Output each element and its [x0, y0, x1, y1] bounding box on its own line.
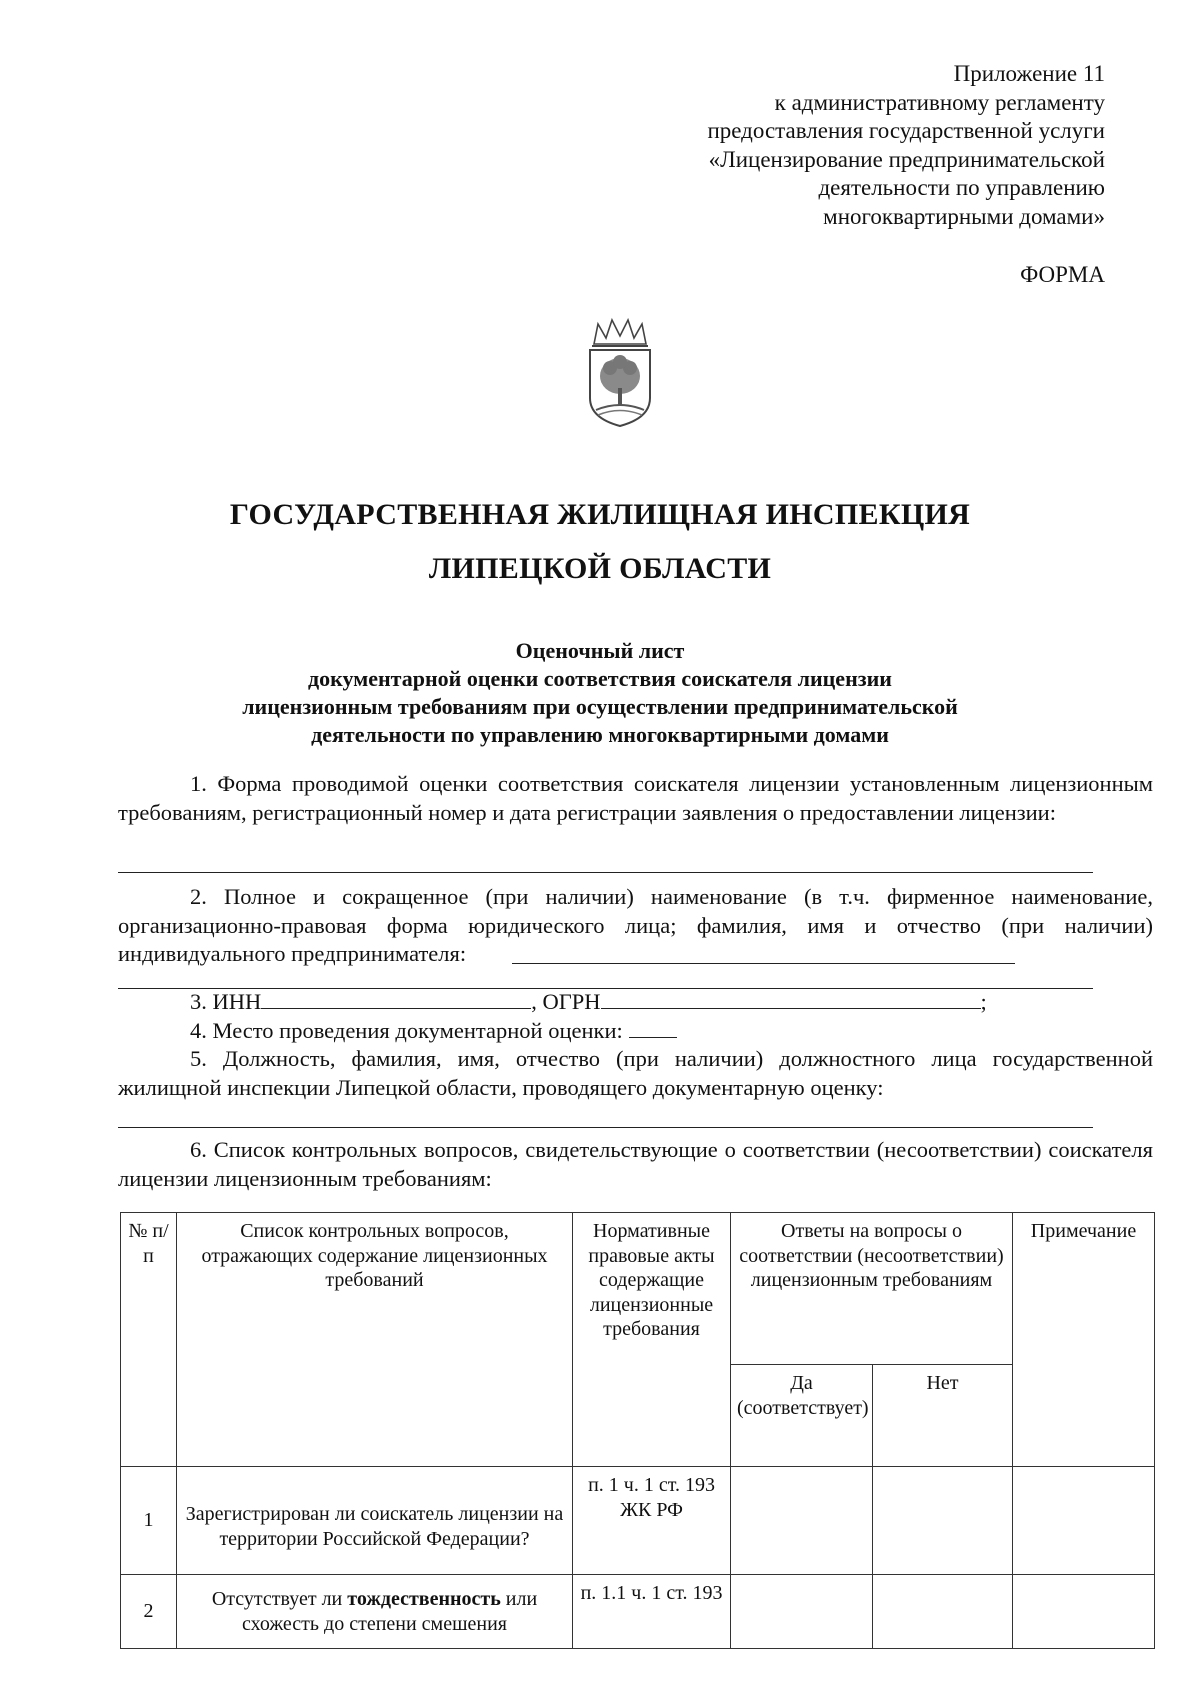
row-yes-cell[interactable] — [731, 1575, 873, 1649]
paragraph-6 — [118, 1136, 1153, 1193]
title-line: деятельности по управлению многоквартирными домами — [311, 722, 889, 747]
row-act — [573, 1467, 731, 1575]
row-act — [573, 1575, 731, 1649]
organization-line: ЛИПЕЦКОЙ ОБЛАСТИ — [428, 552, 772, 585]
row-note-cell[interactable] — [1013, 1575, 1155, 1649]
header-question — [177, 1213, 573, 1467]
paragraph-4 — [190, 1017, 677, 1045]
row-question-text: Зарегистрирован ли соискатель лицензии на территории Российской Федерации? — [185, 1503, 564, 1550]
paragraph-3 — [190, 988, 987, 1016]
line-end: ; — [980, 989, 987, 1014]
header-acts-text: Нормативные правовые акты содержащие лицензионные требования — [588, 1220, 715, 1340]
appendix-line: предоставления государственной услуги — [707, 118, 1105, 143]
appendix-line: деятельности по управлению — [818, 175, 1105, 200]
paragraph-5-text: 5. Должность, фамилия, имя, отчество (при наличии) должностного лица государственной жилищной инспекции Липецкой области, проводящего документарную оценку: — [118, 1046, 1153, 1100]
row-question-text: Отсутствует ли — [211, 1588, 343, 1610]
row-num-text: 2 — [143, 1600, 154, 1623]
row-act-text: п. 1.1 ч. 1 ст. 193 — [580, 1582, 723, 1604]
title-line: Оценочный лист — [515, 638, 685, 663]
organization-line: ГОСУДАРСТВЕННАЯ ЖИЛИЩНАЯ ИНСПЕКЦИЯ — [229, 498, 971, 531]
ogrn-field — [601, 990, 981, 1009]
appendix-header — [545, 60, 1105, 231]
row-question-text: или схожесть до степени смешения — [242, 1588, 538, 1635]
row-num — [121, 1467, 177, 1575]
table-row — [121, 1467, 1155, 1575]
table-row — [121, 1575, 1155, 1649]
blank-line — [118, 1127, 1093, 1128]
checklist-table — [120, 1212, 1155, 1649]
header-acts — [573, 1213, 731, 1467]
appendix-line: к административному регламенту — [774, 89, 1105, 115]
row-question-bold: тождественность — [347, 1588, 501, 1610]
header-note — [1013, 1213, 1155, 1467]
coat-of-arms-icon — [582, 318, 658, 430]
paragraph-6-text: 6. Список контрольных вопросов, свидетельствующие о соответствии (несоответствии) соискателя лицензии лицензионным требованиям: — [118, 1137, 1153, 1191]
appendix-line: «Лицензирование предпринимательской — [708, 146, 1105, 172]
title-line: лицензионным требованиям при осуществлении предпринимательской — [242, 694, 958, 719]
paragraph-1-text: 1. Форма проводимой оценки соответствия соискателя лицензии установленным лицензионным требованиям, регистрационный номер и дата регистрации заявления о предоставлении лицензии: — [118, 771, 1153, 825]
ogrn-label: , ОГРН — [531, 989, 601, 1014]
blank-line — [118, 872, 1093, 873]
paragraph-2-text: 2. Полное и сокращенное (при наличии) наименование (в т.ч. фирменное наименование, организационно-правовая форма юридического лица; фамилия, имя и отчество (при наличии) индивидуального предпринимателя: — [118, 884, 1153, 966]
paragraph-5 — [118, 1045, 1153, 1102]
appendix-line: многоквартирными домами» — [823, 203, 1105, 229]
paragraph-4-text: 4. Место проведения документарной оценки: — [190, 1018, 623, 1043]
row-no-cell[interactable] — [873, 1467, 1013, 1575]
inn-label: 3. ИНН — [190, 989, 262, 1014]
row-num-text: 1 — [143, 1509, 154, 1532]
place-field — [629, 1019, 677, 1038]
organization-title — [0, 488, 1200, 596]
header-question-text: Список контрольных вопросов, отражающих содержание лицензионных требований — [201, 1220, 548, 1291]
inn-field — [261, 990, 531, 1009]
row-num — [121, 1575, 177, 1649]
row-act-text: п. 1 ч. 1 ст. 193 ЖК РФ — [588, 1474, 715, 1521]
appendix-line: Приложение 11 — [953, 61, 1105, 86]
blank-line — [512, 963, 1015, 964]
header-yes-text: Да (соответствует) — [737, 1372, 869, 1419]
header-yes — [731, 1365, 873, 1467]
row-note-cell[interactable] — [1013, 1467, 1155, 1575]
paragraph-1 — [118, 770, 1153, 827]
document-title — [0, 637, 1200, 749]
header-num-text: № п/ п — [128, 1220, 169, 1267]
paragraph-2 — [118, 883, 1153, 969]
header-no — [873, 1365, 1013, 1467]
header-answers — [731, 1213, 1013, 1365]
row-question — [177, 1467, 573, 1575]
header-no-text: Нет — [926, 1372, 959, 1394]
header-num — [121, 1213, 177, 1467]
form-label: ФОРМА — [1020, 262, 1105, 287]
row-yes-cell[interactable] — [731, 1467, 873, 1575]
header-note-text: Примечание — [1030, 1220, 1137, 1242]
header-answers-text: Ответы на вопросы о соответствии (несоответствии) лицензионным требованиям — [739, 1220, 1004, 1291]
table-header-row — [121, 1213, 1155, 1365]
title-line: документарной оценки соответствия соискателя лицензии — [308, 666, 892, 691]
row-no-cell[interactable] — [873, 1575, 1013, 1649]
row-question — [177, 1575, 573, 1649]
